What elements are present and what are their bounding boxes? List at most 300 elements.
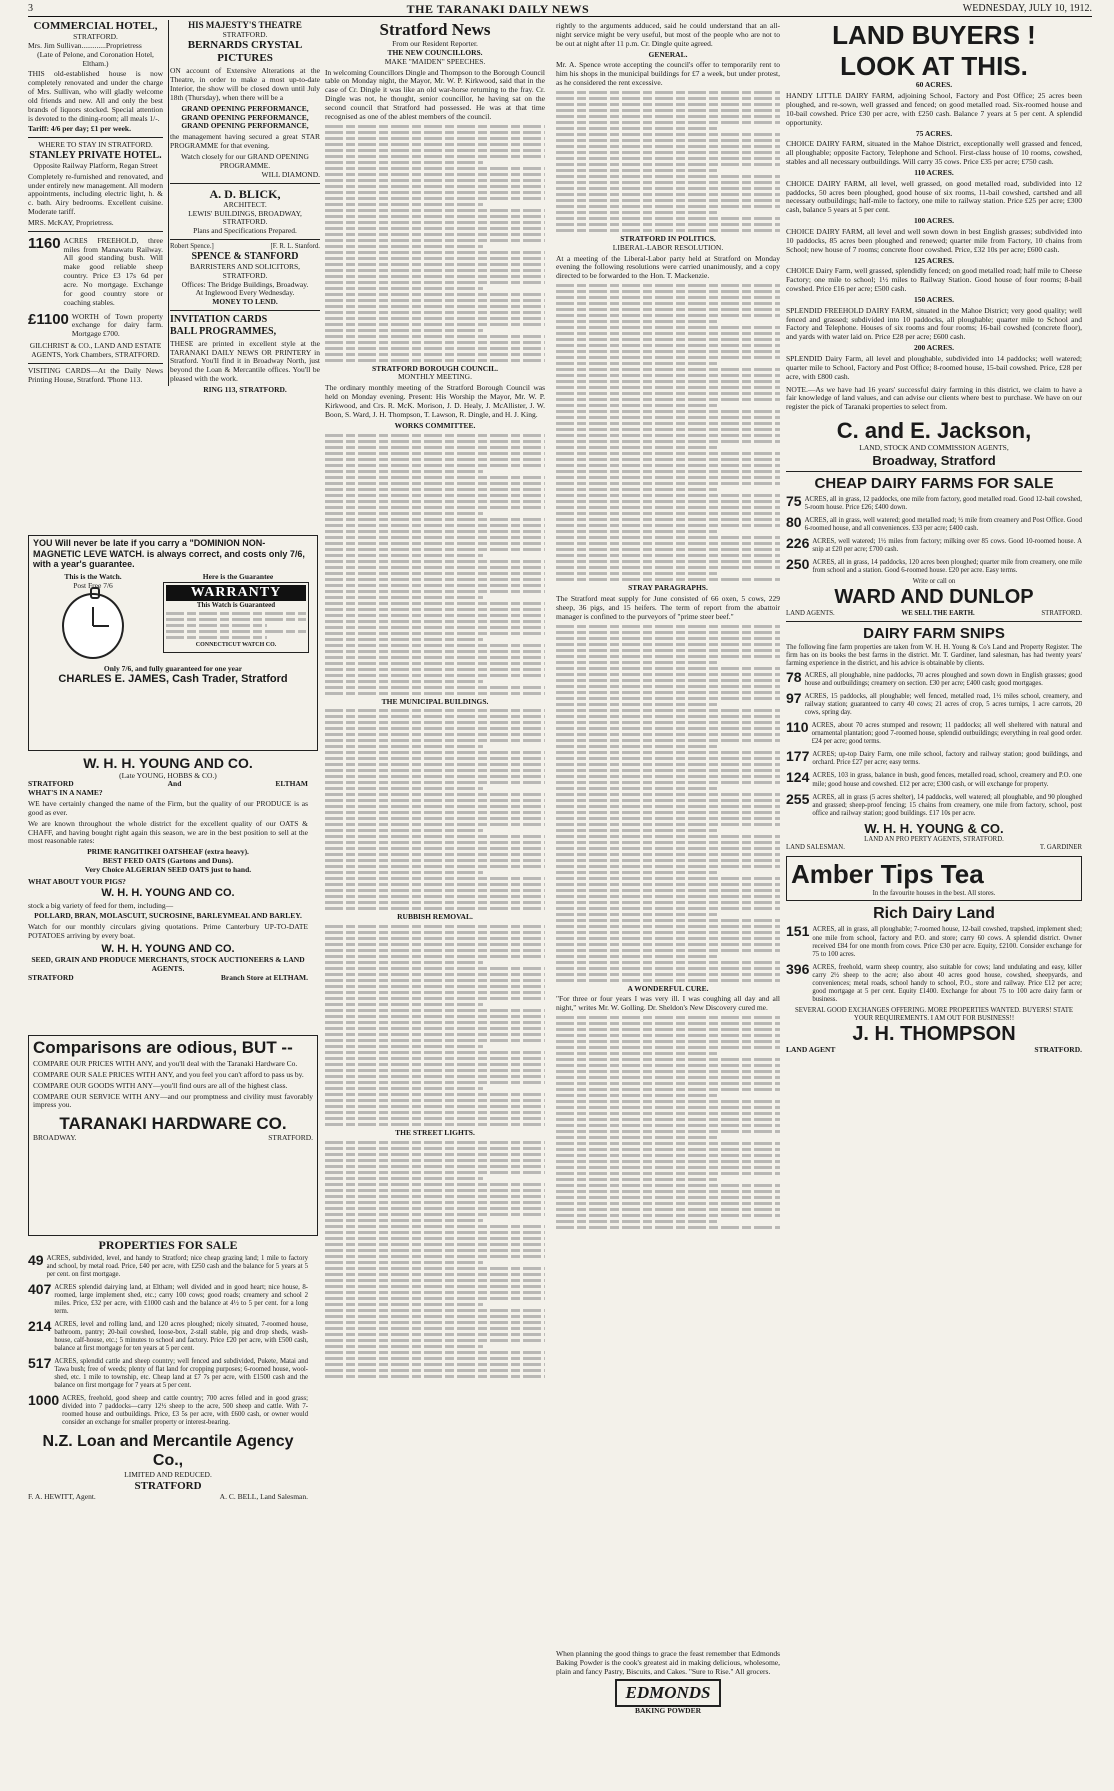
text-line — [325, 512, 483, 515]
text-line — [325, 476, 545, 479]
text-line — [325, 1303, 483, 1306]
text-line — [325, 299, 545, 302]
text-line — [556, 817, 780, 820]
text-line — [556, 643, 780, 646]
text-line — [325, 751, 545, 754]
listing-text: SPLENDID Dairy Farm, all level and ploughable, subdivided into 14 paddocks; well watered; quarter mile to School, Factory and Post Office; 8-roomed house, 15-bail cowshed. Price, £28 per acre, with £800 cash. — [786, 353, 1082, 381]
text-line — [556, 811, 780, 814]
text-line — [325, 1363, 545, 1366]
text-line — [325, 733, 545, 736]
text-line — [556, 1202, 780, 1205]
text-line — [325, 1351, 545, 1354]
text-line — [325, 650, 545, 653]
listing-text: ACRES, 15 paddocks, all ploughable; well fenced, metalled road, 1½ miles school, creamery, and railway station; guaranteed to carry 40 cows; 21 acres of crop, 5 acres turnips, 1 acre carrots, 20 cows, spring day. — [804, 693, 1082, 717]
properties-for-sale — [28, 1238, 308, 1502]
text-line — [325, 925, 545, 928]
text-line — [325, 215, 545, 218]
hardware-line-4: COMPARE OUR SERVICE WITH ANY—and our promptness and civility must favorably impress you. — [33, 1091, 313, 1110]
text-line — [325, 341, 545, 344]
spence-inglewood: At Inglewood Every Wednesday. — [195, 288, 295, 298]
text-line — [556, 151, 780, 154]
watch-sub2: Here is the Guarantee — [202, 571, 274, 581]
sale-num: 49 — [28, 1252, 44, 1269]
listing-text: ACRES, all in grass, 12 paddocks, one mile from factory, good metalled road. Good 12-bail cowshed, 5-room house. Price £26; £400 down. — [804, 495, 1082, 511]
text-line — [325, 901, 545, 904]
text-line — [325, 209, 545, 212]
text-line — [325, 757, 545, 760]
text-line — [325, 1147, 545, 1150]
young-trade: SEED, GRAIN AND PRODUCE MERCHANTS, STOCK AUCTIONEERS & LAND AGENTS. — [31, 954, 305, 973]
text-line — [556, 1046, 780, 1049]
theatre-opening-1: GRAND OPENING PERFORMANCE, — [181, 103, 309, 113]
text-line — [556, 302, 780, 305]
text-line — [325, 1213, 545, 1216]
text-line — [556, 625, 780, 628]
text-line — [325, 221, 545, 224]
text-line — [325, 680, 483, 683]
blick-addr: LEWIS' BUILDINGS, BROADWAY, STRATFORD. — [188, 208, 302, 227]
listing-row — [786, 515, 1082, 535]
listing-number: 255 — [786, 790, 810, 807]
listing-number: 110 — [786, 719, 809, 736]
sale-text: ACRES, splendid cattle and sheep country; well fenced and subdivided, Pukete, Matai and Tawa bush; free of weeds; plenty of flat land for cropping purposes; 6-roomed house, wool-shed, etc. 1 mile to township, etc. Cheap land at £7 7s per acre, with £1500 cash and the balance on first mortgage for 7 years at 5 per cent. — [54, 1358, 308, 1390]
hotel-note: (Late of Pelone, and Coronation Hotel, Eltham.) — [37, 49, 154, 68]
text-line — [556, 1148, 780, 1151]
theatre-ad — [170, 20, 320, 180]
text-line — [325, 632, 545, 635]
text-line — [325, 452, 545, 455]
text-line — [556, 847, 780, 850]
listing-number: 78 — [786, 669, 802, 686]
listing-text: CHOICE DAIRY FARM, all level, well grassed, on good metalled road, subdivided into 12 paddocks, 50 acres been ploughed, good house of six rooms, 11-bail cowshed, cartshed and all necessary outbuildings; half-mile to factory, one mile to railway station. Price £25 per acre; £300 cash, balance 5 years at 5 per cent. — [786, 178, 1082, 215]
text-line — [325, 1375, 545, 1378]
text-line — [325, 353, 545, 356]
text-line — [325, 1309, 545, 1312]
text-line — [556, 1058, 780, 1061]
text-line — [556, 835, 780, 838]
text-line — [556, 157, 780, 160]
text-line — [325, 614, 545, 617]
text-line — [325, 1315, 545, 1318]
text-line — [556, 1196, 780, 1199]
jackson-town: Broadway, Stratford — [872, 452, 996, 468]
text-line — [325, 131, 545, 134]
hardware-headline: Comparisons are odious, BUT -- — [33, 1038, 293, 1057]
text-line — [325, 1255, 545, 1258]
spence-right: [F. R. L. Stanford. — [270, 243, 320, 251]
text-line — [325, 859, 545, 862]
text-line — [556, 416, 780, 419]
stanley-heading: WHERE TO STAY IN STRATFORD. — [38, 140, 153, 150]
text-line — [556, 961, 780, 964]
text-line — [325, 626, 545, 629]
gilchrist-ad — [28, 235, 163, 360]
text-line — [556, 211, 717, 214]
text-line — [556, 745, 717, 748]
text-line — [325, 239, 545, 242]
text-line — [556, 97, 780, 100]
text-line — [325, 518, 545, 521]
sale-text: ACRES, level and rolling land, and 120 acres ploughed; nicely situated, 7-roomed house, bathroom, pantry; 20-bail cowshed, loose-box, 2-stall stable, pig and drop sheds, wash-house, calf-house, etc.; 5 minutes to school and factory. Price £20 per acre, with £500 cash, balance at first mortgage for ten years at 5 per cent. — [54, 1321, 308, 1353]
stanley-proprietress: MRS. McKAY, Proprietress. — [28, 217, 114, 227]
text-line — [556, 398, 780, 401]
news-sec4: THE MUNICIPAL BUILDINGS. — [381, 696, 489, 706]
spence-money: MONEY TO LEND. — [212, 297, 278, 307]
text-line — [325, 1291, 545, 1294]
news-sec2b: MONTHLY MEETING. — [398, 372, 472, 382]
warranty-subtitle: This Watch is Guaranteed — [196, 601, 276, 610]
text-line — [325, 961, 483, 964]
text-line — [556, 781, 780, 784]
text-line — [556, 314, 780, 317]
text-line — [556, 524, 780, 527]
text-line — [325, 662, 545, 665]
text-line — [556, 542, 780, 545]
column-5 — [786, 20, 1082, 1055]
text-line — [556, 566, 780, 569]
text-line — [556, 709, 780, 712]
text-line — [325, 1141, 545, 1144]
text-line — [325, 1159, 545, 1162]
text-line — [556, 338, 780, 341]
text-line — [325, 1201, 545, 1204]
text-line — [325, 275, 545, 278]
amber-tips-ad — [786, 856, 1082, 901]
young-place-1: STRATFORD — [28, 779, 74, 789]
news-sec3: WORKS COMMITTEE. — [394, 420, 476, 430]
text-line — [556, 979, 780, 982]
text-line — [325, 1093, 545, 1096]
text-line — [325, 1369, 545, 1372]
text-line — [556, 374, 780, 377]
news-sec5: RUBBISH REMOVAL. — [397, 912, 473, 922]
text-line — [325, 967, 545, 970]
col3-sec2b: LIBERAL-LABOR RESOLUTION. — [612, 242, 724, 252]
text-line — [325, 709, 545, 712]
text-line — [325, 584, 545, 587]
sale-num: 517 — [28, 1355, 52, 1372]
text-line — [325, 359, 545, 362]
listing-number: 80 — [786, 513, 802, 530]
nz-loan-salesman: A. C. BELL, Land Salesman. — [219, 1492, 308, 1502]
text-line — [325, 763, 545, 766]
sale-num: 214 — [28, 1318, 52, 1335]
text-line — [325, 979, 545, 982]
text-line — [556, 1214, 780, 1217]
text-line — [325, 895, 545, 898]
text-line — [556, 955, 717, 958]
text-line — [325, 715, 545, 718]
text-line — [325, 233, 545, 236]
text-line — [556, 476, 780, 479]
col3-p2: Mr. A. Spence wrote accepting the council's offer to temporarily rent to him his shops in the municipal buildings for £7 a week, but under protest, as he considered the rent excessive. — [556, 60, 780, 88]
invitation-body: THESE are printed in excellent style at the TARANAKI DAILY NEWS OR PRINTERY in Stratford. You'll find it in Broadway North, just beyond the Loan & Mercantile offices. You'll be pleased with the work. — [170, 338, 320, 384]
theatre-opening-2: GRAND OPENING PERFORMANCE, — [181, 112, 309, 122]
text-line — [556, 925, 780, 928]
news-sec2: STRATFORD BOROUGH COUNCIL. — [372, 363, 498, 373]
snips-right: T. GARDINER — [1039, 843, 1082, 851]
sale-num: 407 — [28, 1281, 52, 1298]
text-line — [325, 1177, 483, 1180]
text-line — [556, 805, 780, 808]
text-line — [556, 1100, 780, 1103]
young-place-2: ELTHAM — [275, 779, 308, 789]
text-line — [556, 757, 780, 760]
text-line — [556, 727, 780, 730]
text-line — [556, 637, 780, 640]
text-line — [325, 1105, 545, 1108]
pocket-watch-icon — [62, 593, 124, 659]
text-line — [556, 115, 780, 118]
text-line — [556, 895, 780, 898]
theatre-name: HIS MAJESTY'S THEATRE — [188, 20, 302, 30]
price-text: WORTH of Town property exchange for dairy farm. Mortgage £700. — [71, 311, 163, 339]
text-line — [325, 1339, 545, 1342]
text-line — [325, 167, 545, 170]
text-line — [556, 470, 780, 473]
text-line — [556, 163, 780, 166]
look-at-this-head: LOOK AT THIS. — [840, 50, 1028, 81]
nz-loan-limited: LIMITED AND REDUCED. — [124, 1470, 212, 1480]
text-line — [556, 356, 780, 359]
text-line — [325, 805, 545, 808]
text-line — [325, 203, 483, 206]
text-line — [556, 793, 780, 796]
spence-ad — [170, 243, 320, 307]
young-place-and: And — [167, 779, 182, 789]
text-line — [556, 787, 717, 790]
text-line — [556, 721, 780, 724]
col3-sec4: A WONDERFUL CURE. — [627, 983, 709, 993]
text-line — [556, 1016, 780, 1019]
cheap-write: Write or call on — [912, 577, 956, 585]
listing-text: ACRES, about 70 acres stumped and resown; 11 paddocks; all well sheltered with natural and ornamental plantation; good 7-roomed house, splendid outbuildings; everything in real good order. £24 per acre; good terms. — [811, 722, 1082, 746]
text-line — [556, 877, 780, 880]
text-line — [325, 482, 545, 485]
text-line — [556, 169, 717, 172]
text-line — [556, 554, 780, 557]
text-line — [556, 1082, 780, 1085]
text-line — [325, 799, 545, 802]
text-line — [556, 889, 780, 892]
edmonds-ad — [556, 1648, 780, 1715]
text-line — [325, 745, 483, 748]
invitation-ad — [170, 314, 320, 395]
text-line — [325, 323, 545, 326]
text-line — [556, 739, 780, 742]
hotel-proprietress: Mrs. Jim Sullivan.............Proprietress — [28, 40, 142, 50]
snips-sub: LAND AN PRO PERTY AGENTS, STRATFORD. — [864, 835, 1004, 843]
listing-acres: 125 ACRES. — [913, 255, 954, 265]
text-line — [325, 317, 545, 320]
text-line — [556, 1022, 780, 1025]
blick-name: A. D. BLICK, — [209, 186, 281, 201]
text-line — [556, 506, 780, 509]
text-line — [325, 1285, 545, 1288]
ward-right: STRATFORD. — [1041, 609, 1082, 617]
text-line — [556, 763, 780, 766]
text-line — [325, 1075, 545, 1078]
listing-text: ACRES; up-top Dairy Farm, one mile school, factory and railway station; good buildings, and orchard. Price £27 per acre; easy terms. — [812, 751, 1082, 767]
watch-headline: YOU Will never be late if you carry a "DOMINION NON-MAGNETIC LEVE WATCH. is always correct, and costs only 7/6, with a year's guarantee. — [33, 538, 305, 570]
text-line — [325, 1033, 545, 1036]
theatre-tail: the management having secured a great STAR PROGRAMME for that evening. — [170, 132, 320, 151]
text-line — [325, 674, 545, 677]
listing-row — [786, 536, 1082, 556]
text-line — [325, 1321, 545, 1324]
spence-role: BARRISTERS AND SOLICITORS, STRATFORD. — [189, 261, 301, 280]
text-line — [325, 440, 545, 443]
text-line — [556, 139, 780, 142]
text-line — [325, 1219, 483, 1222]
jackson-role: LAND, STOCK AND COMMISSION AGENTS, — [859, 442, 1009, 452]
text-line — [325, 955, 545, 958]
text-line — [556, 1208, 780, 1211]
text-line — [556, 193, 780, 196]
listing-text: SPLENDID FREEHOLD DAIRY FARM, situated in the Mahoe District; very good quality; well fenced and grassed; subdivided into 10 paddocks, all ploughable; quarter mile to School and Factory and Telephone. Houses of six rooms and four rooms; 16-bail cowshed (concrete floor), and yards with water laid on. Price £28 per acre; £600 cash. — [786, 305, 1082, 342]
newspaper-title: THE TARANAKI DAILY NEWS — [406, 1, 590, 16]
text-line — [325, 227, 545, 230]
hotel-place: STRATFORD. — [73, 31, 118, 41]
ward-dunlop-name: WARD AND DUNLOP — [834, 585, 1034, 608]
text-line — [556, 284, 780, 287]
text-line — [556, 109, 780, 112]
text-line — [556, 667, 780, 670]
text-line — [325, 943, 545, 946]
listing-text: ACRES, all in grass, all ploughable; 7-roomed house, 12-bail cowshed, trapshed, implement shed; one mile from school, factory and P.O. and store; carry 60 cows. A splendid district. Owner received £84 for one month from cows. Price £30 per acre. Equity, £2100. Consider exchange for 75 to 100 acres. — [812, 926, 1082, 958]
text-line — [325, 608, 545, 611]
text-line — [325, 335, 545, 338]
text-line — [556, 296, 780, 299]
text-line — [556, 913, 717, 916]
text-line — [556, 1040, 780, 1043]
young-name3: W. H. H. YOUNG AND CO. — [101, 942, 235, 955]
listing-text: ACRES, freehold, warm sheep country, also suitable for cows; land undulating and easy, killer carry 2½ sheep to the acre; also about 40 acres good house, cowshed, sheepyards, and conveniences; metal roads, school handy to school, P.O., store and railway. Price £12 per acre; good mortgage at 5 per cent. Equity £1400. Exchange for about 75 to 100 acre dairy farm or business. — [812, 963, 1082, 1003]
sale-text: ACRES, freehold, good sheep and cattle country; 700 acres felled and in good grass; divided into 7 paddocks—carry 12½ sheep to the acre, 500 sheep and cattle. With 7-roomed house and outbuildings. Price, £3 5s per acre, with £600 cash, or owner would consider an exchange for smaller property or interest-bearing. — [62, 1395, 308, 1427]
text-line — [556, 799, 780, 802]
text-line — [325, 1009, 545, 1012]
text-line — [325, 973, 545, 976]
nz-loan-town: STRATFORD — [134, 1480, 202, 1493]
acreage-text: ACRES FREEHOLD, three miles from Manawatu Railway. All good standing bush. Will make good reliable sheep country. Price £3 17s 6d per acre. No mortgage. Exchange for good country store or coaching stables. — [63, 235, 163, 307]
text-line — [325, 293, 545, 296]
hardware-ad — [28, 1035, 318, 1236]
text-line — [556, 1130, 780, 1133]
text-line — [325, 191, 545, 194]
text-line — [556, 673, 780, 676]
text-line — [556, 697, 780, 700]
text-line — [325, 1153, 545, 1156]
listing-row — [786, 557, 1082, 577]
text-line — [556, 434, 780, 437]
text-line — [556, 446, 717, 449]
text-line — [556, 332, 780, 335]
text-line — [325, 434, 545, 437]
text-line — [325, 853, 545, 856]
snips-head: DAIRY FARM SNIPS — [863, 624, 1005, 642]
text-line — [325, 173, 545, 176]
listing-number: 250 — [786, 555, 810, 572]
text-line — [556, 380, 780, 383]
blick-plans: Plans and Specifications Prepared. — [193, 226, 297, 236]
text-line — [556, 1184, 780, 1187]
hardware-name: TARANAKI HARDWARE CO. — [59, 1114, 287, 1134]
young-p1: WE have certainly changed the name of the Firm, but the quality of our PRODUCE is as good as ever. — [28, 799, 308, 817]
listing-text: ACRES, all ploughable, nine paddocks, 70 acres ploughed and sown down in English grasses; good house and outbuildings; creamery on section. £30 per acre; £400 cash; good mortgages. — [804, 672, 1082, 688]
young-branch-right: Branch Store at ELTHAM. — [220, 972, 308, 982]
text-line — [325, 1123, 545, 1126]
text-line — [556, 458, 780, 461]
young-item-2: BEST FEED OATS (Gartons and Duns). — [102, 856, 234, 866]
listing-number: 151 — [786, 923, 810, 940]
text-line — [556, 572, 717, 575]
rich-head: Rich Dairy Land — [873, 904, 995, 922]
text-line — [556, 1076, 780, 1079]
text-line — [325, 1333, 545, 1336]
text-line — [556, 1034, 780, 1037]
text-line — [325, 877, 545, 880]
text-line — [325, 787, 483, 790]
text-line — [325, 1297, 545, 1300]
text-line — [325, 554, 483, 557]
text-line — [325, 155, 545, 158]
text-line — [556, 410, 780, 413]
text-line — [325, 1195, 545, 1198]
young-name: W. H. H. YOUNG AND CO. — [83, 755, 253, 771]
col3-p4: The Stratford meat supply for June consisted of 66 oxen, 5 cows, 229 sheep, 36 pigs, and 15 heifers. The term of report from the abattoir manager is confined to the purveyors of "prime steer beef." — [556, 593, 780, 621]
thompson-left: LAND AGENT — [786, 1045, 836, 1055]
text-line — [325, 1249, 545, 1252]
text-line — [556, 631, 780, 634]
spence-left: Robert Spence.] — [170, 243, 214, 251]
text-line — [325, 137, 545, 140]
hardware-line-1: COMPARE OUR PRICES WITH ANY, and you'll deal with the Taranaki Hardware Co. — [33, 1059, 298, 1069]
text-line — [325, 269, 545, 272]
text-line — [556, 428, 780, 431]
text-line — [325, 823, 545, 826]
text-line — [325, 817, 545, 820]
land-buyers-head: LAND BUYERS ! — [832, 20, 1036, 50]
text-line — [556, 943, 780, 946]
text-line — [325, 1015, 545, 1018]
text-line — [556, 223, 780, 226]
text-line — [325, 542, 545, 545]
young-name2: W. H. H. YOUNG AND CO. — [101, 886, 235, 899]
text-line — [325, 566, 545, 569]
snips-left: LAND SALESMAN. — [786, 843, 845, 851]
text-line — [325, 1099, 545, 1102]
blick-ad — [170, 187, 320, 237]
text-line — [325, 692, 545, 695]
text-line — [556, 205, 780, 208]
text-line — [556, 1106, 780, 1109]
text-line — [556, 751, 780, 754]
text-line — [325, 1117, 545, 1120]
masthead — [28, 2, 1092, 17]
amber-head: Amber Tips Tea — [791, 858, 984, 889]
listing-text: CHOICE DAIRY FARM, all level and well sown down in best English grasses; subdivided into 10 paddocks, 85 acres been ploughed and renewed; quarter mile from Factory, 10 chains from School; new house of 7 rooms; concrete floor cowshed. Price, £32 10s per acre; £600 cash. — [786, 227, 1082, 254]
listing-number: 75 — [786, 492, 802, 509]
price-number: £1100 — [28, 310, 69, 328]
text-line — [556, 217, 780, 220]
text-line — [556, 91, 780, 94]
text-line — [556, 1220, 717, 1223]
text-line — [325, 1273, 545, 1276]
text-line — [556, 967, 780, 970]
hardware-loc-left: BROADWAY. — [33, 1133, 77, 1143]
nz-loan-name: N.Z. Loan and Mercantile Agency Co., — [42, 1433, 294, 1470]
text-line — [325, 1231, 545, 1234]
